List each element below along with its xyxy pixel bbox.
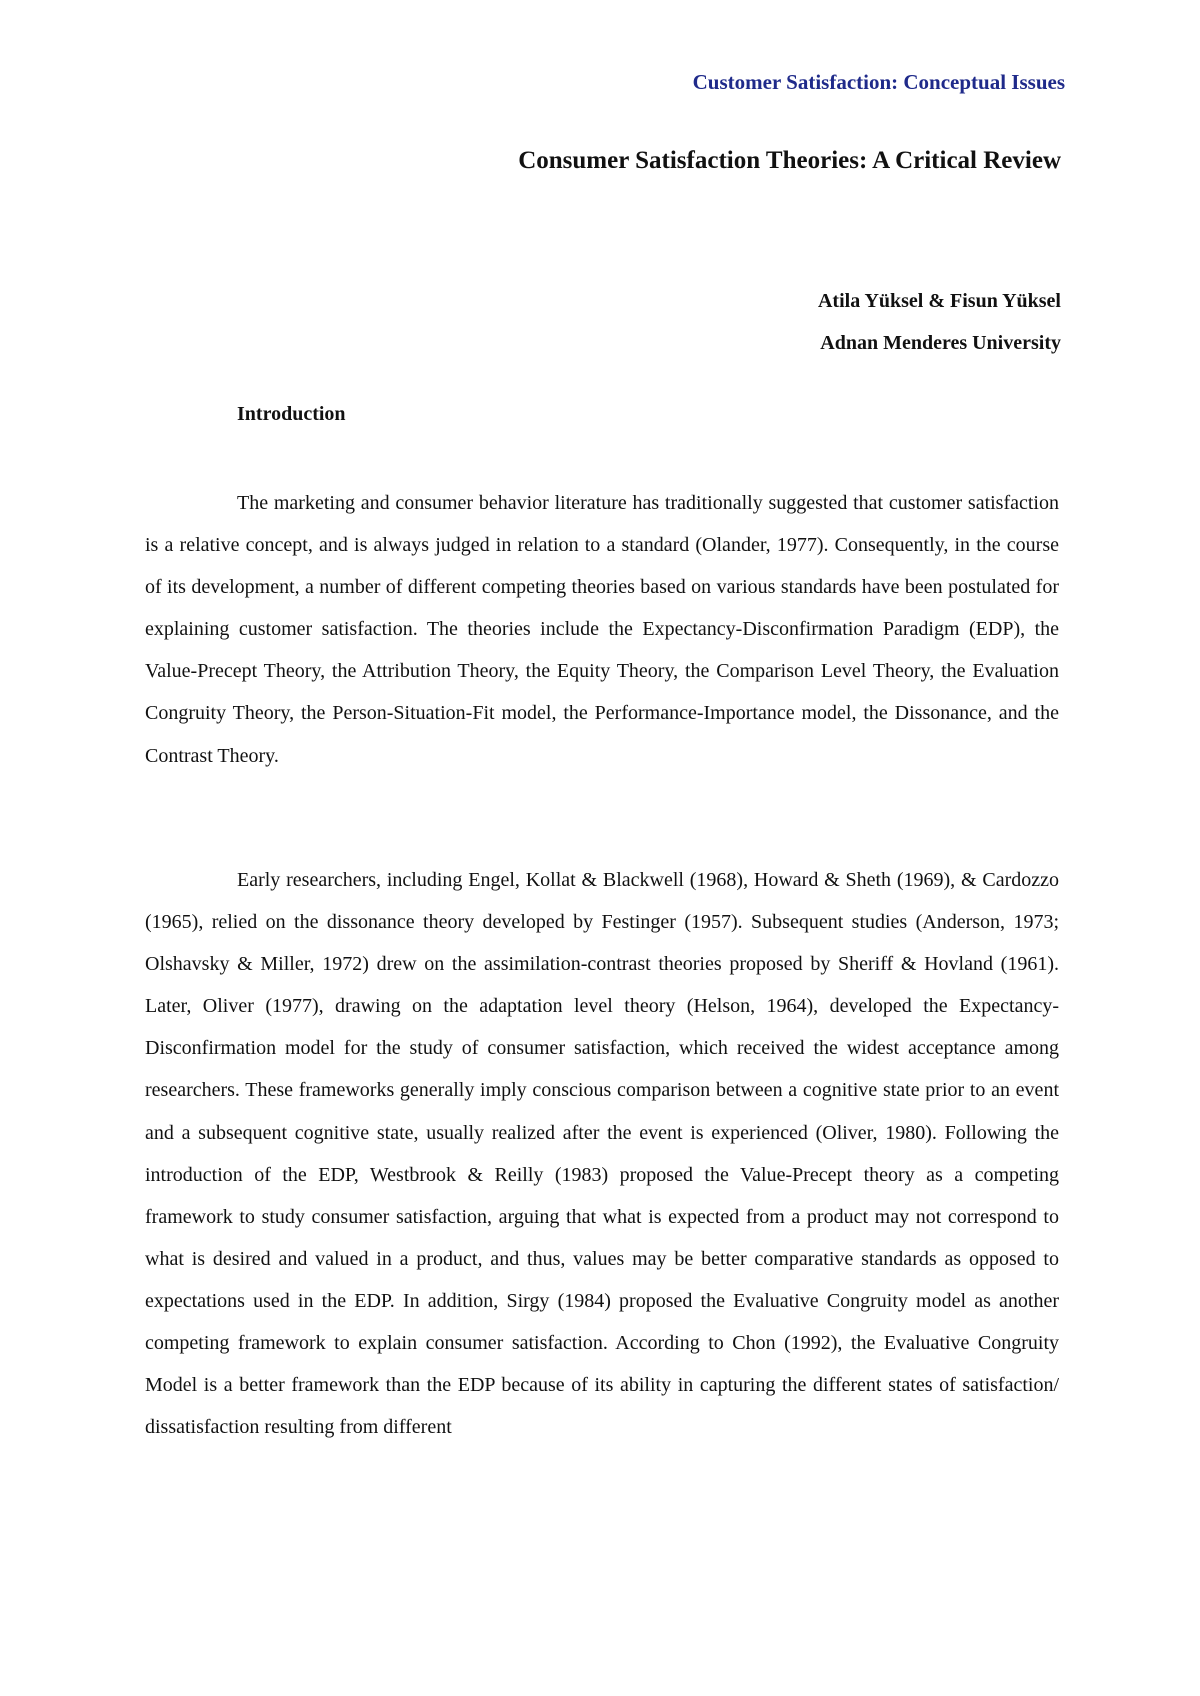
running-header: Customer Satisfaction: Conceptual Issues — [692, 70, 1065, 94]
author-block — [818, 280, 1061, 364]
body-paragraph: The marketing and consumer behavior literature has traditionally suggested that customer satisfaction is a relative concept, and is always judged in relation to a standard (Olander, 1977). Consequently, in the course of its development, a number of different competing theories based on various standards have been postulated for explaining customer satisfaction. The theories include the Expectancy-Disconfirmation Paradigm (EDP), the Value-Precept Theory, the Attribution Theory, the Equity Theory, the Comparison Level Theory, the Evaluation Congruity Theory, the Person-Situation-Fit model, the Performance-Importance model, the Dissonance, and the Contrast Theory. — [145, 492, 1059, 767]
body-paragraph: Early researchers, including Engel, Kollat & Blackwell (1968), Howard & Sheth (1969), & Cardozzo (1965), relied on the dissonance theory developed by Festinger (1957). Subsequent studies (Anderson, 1973; Olshavsky & Miller, 1972) drew on the assimilation-contrast theories proposed by Sheriff & Hovland (1961). Later, Oliver (1977), drawing on the adaptation level theory (Helson, 1964), developed the Expectancy-Disconfirmation model for the study of consumer satisfaction, which received the widest acceptance among researchers. These frameworks generally imply conscious comparison between a cognitive state prior to an event and a subsequent cognitive state, usually realized after the event is experienced (Oliver, 1980). Following the introduction of the EDP, Westbrook & Reilly (1983) proposed the Value-Precept theory as a competing framework to study consumer satisfaction, arguing that what is expected from a product may not correspond to what is desired and valued in a product, and thus, values may be better comparative standards as opposed to expectations used in the EDP. In addition, Sirgy (1984) proposed the Evaluative Congruity model as another competing framework to explain consumer satisfaction. According to Chon (1992), the Evaluative Congruity Model is a better framework than the EDP because of its ability in capturing the different states of satisfaction/ dissatisfaction resulting from different — [145, 869, 1059, 1439]
author-affiliation: Adnan Menderes University — [820, 332, 1061, 354]
section-heading: Introduction — [237, 403, 346, 425]
author-names: Atila Yüksel & Fisun Yüksel — [817, 290, 1061, 312]
paper-title: Consumer Satisfaction Theories: A Critical Review — [518, 147, 1061, 174]
